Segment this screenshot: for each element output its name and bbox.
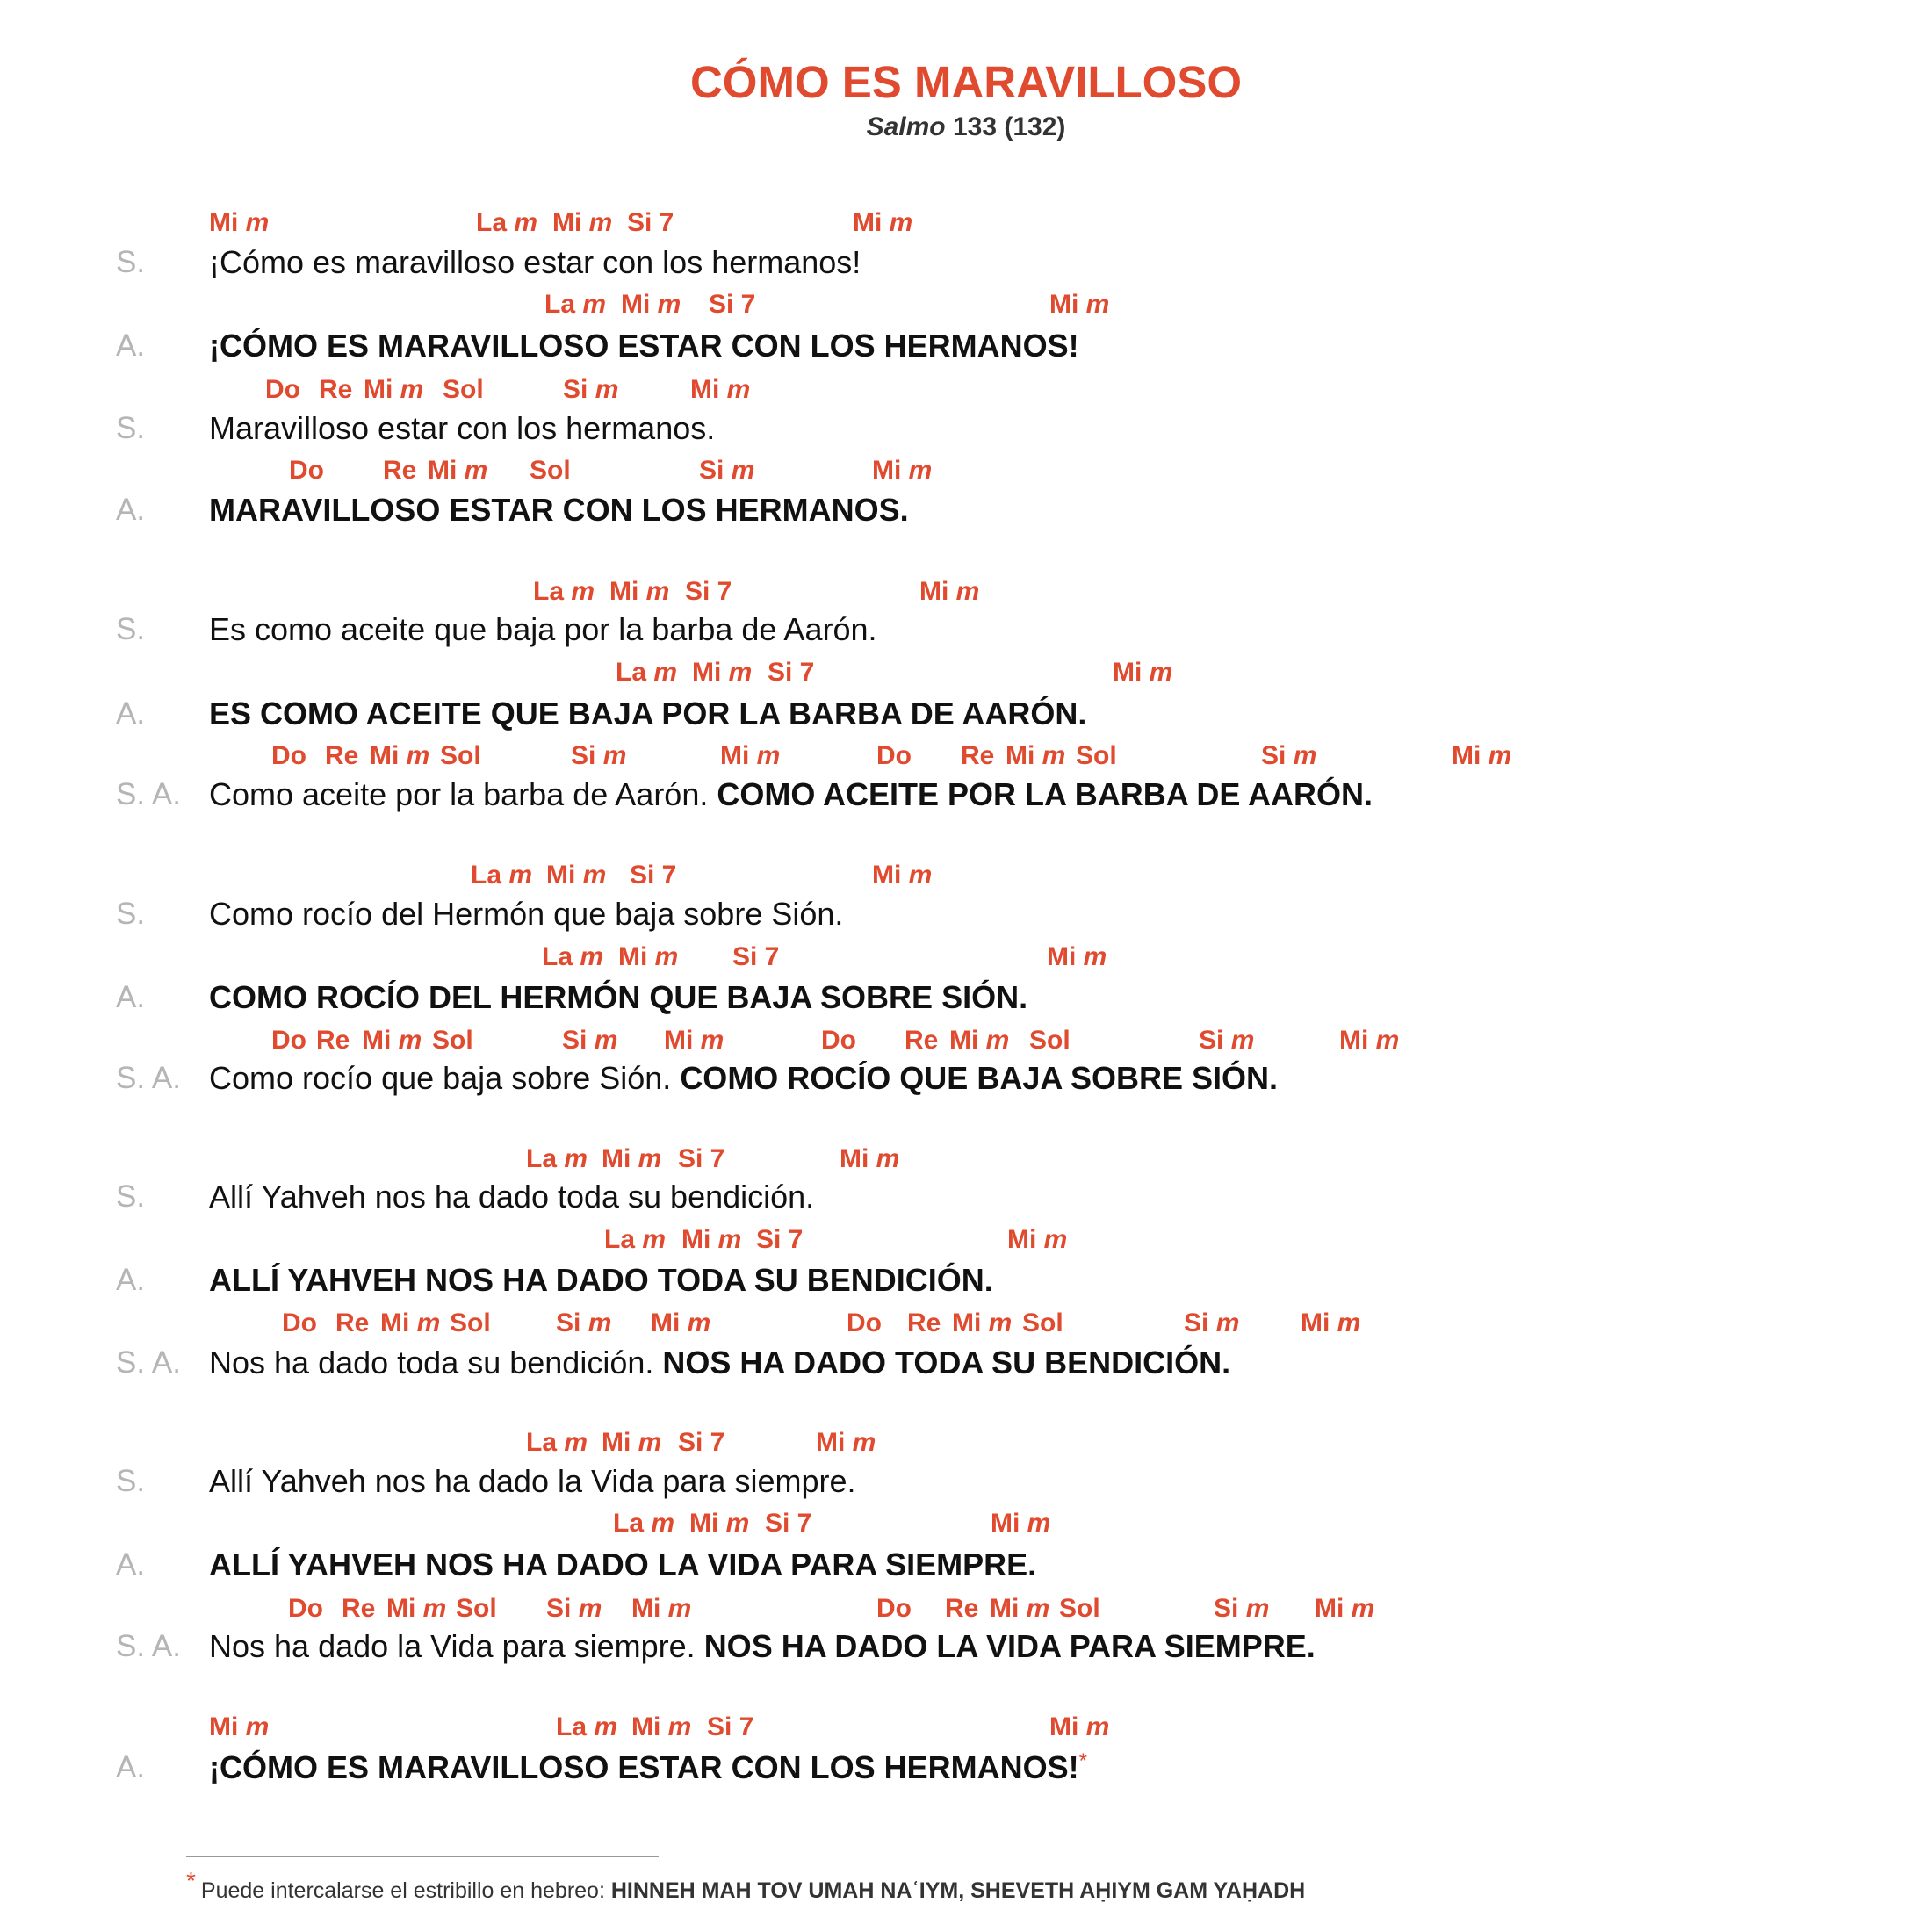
chord: Si 7 bbox=[678, 1144, 725, 1173]
soloist-text: Como rocío que baja sobre Sión. bbox=[209, 1060, 681, 1096]
chord: Mi m bbox=[209, 1712, 270, 1741]
chord: Re bbox=[335, 1308, 370, 1337]
chord: Re bbox=[961, 741, 995, 770]
assembly-text: COMO ROCÍO QUE BAJA SOBRE SIÓN. bbox=[680, 1060, 1279, 1096]
chord: Mi m bbox=[631, 1594, 692, 1623]
song-subtitle bbox=[0, 112, 1932, 142]
chord: La m bbox=[604, 1225, 667, 1254]
chord: Mi m bbox=[991, 1509, 1051, 1538]
chord: Mi m bbox=[621, 290, 681, 319]
chord: Do bbox=[271, 741, 306, 770]
chord: Do bbox=[271, 1026, 306, 1055]
chord: Mi m bbox=[428, 456, 488, 485]
voice-label: A. bbox=[116, 1263, 146, 1297]
chord: Mi m bbox=[664, 1026, 724, 1055]
chord: Mi m bbox=[631, 1712, 692, 1741]
chord: Do bbox=[289, 456, 324, 485]
chord: Mi m bbox=[602, 1428, 662, 1457]
chord: Mi m bbox=[651, 1308, 711, 1337]
chord: Mi m bbox=[840, 1144, 900, 1173]
chord: Si m bbox=[571, 741, 627, 770]
lyric-line bbox=[209, 410, 715, 447]
chord: Do bbox=[265, 375, 300, 404]
chord: Do bbox=[821, 1026, 856, 1055]
chord: Re bbox=[316, 1026, 350, 1055]
chord: Sol bbox=[456, 1594, 497, 1623]
soloist-text: Nos ha dado la Vida para siempre. bbox=[209, 1628, 704, 1664]
footnote-marker: * bbox=[186, 1867, 196, 1894]
voice-label: S. bbox=[116, 411, 146, 445]
chord: Sol bbox=[450, 1308, 491, 1337]
chord: La m bbox=[544, 290, 607, 319]
footnote-text: Puede intercalarse el estribillo en hebreo: bbox=[200, 1878, 611, 1903]
chord: Si m bbox=[1214, 1594, 1270, 1623]
chord: Re bbox=[319, 375, 353, 404]
chord: Mi m bbox=[609, 577, 670, 606]
chord: La m bbox=[556, 1712, 618, 1741]
assembly-text: COMO ACEITE POR LA BARBA DE AARÓN. bbox=[717, 776, 1373, 812]
chord: Mi m bbox=[552, 208, 613, 237]
chord: Mi m bbox=[1315, 1594, 1375, 1623]
chord: Si m bbox=[546, 1594, 602, 1623]
chord: Mi m bbox=[1007, 1225, 1068, 1254]
chord: La m bbox=[476, 208, 538, 237]
soloist-text: Como aceite por la barba de Aarón. bbox=[209, 776, 717, 812]
chord: Mi m bbox=[949, 1026, 1010, 1055]
chord: Mi m bbox=[1301, 1308, 1361, 1337]
assembly-text: ¡CÓMO ES MARAVILLOSO ESTAR CON LOS HERMANOS! bbox=[209, 328, 1079, 364]
lyric-line bbox=[209, 1179, 814, 1215]
lyric-line bbox=[209, 492, 909, 529]
soloist-text: Es como aceite que baja por la barba de Aarón. bbox=[209, 611, 877, 647]
chord: Si m bbox=[1184, 1308, 1240, 1337]
song-title: CÓMO ES MARAVILLOSO bbox=[689, 57, 1243, 107]
lyric-line bbox=[209, 1060, 1278, 1097]
lyric-line bbox=[209, 1749, 1087, 1786]
chord: Do bbox=[847, 1308, 882, 1337]
chord: Re bbox=[342, 1594, 376, 1623]
voice-label: A. bbox=[116, 1750, 146, 1784]
chord: Si m bbox=[562, 1026, 618, 1055]
chord: La m bbox=[526, 1428, 588, 1457]
chord: Mi m bbox=[1339, 1026, 1400, 1055]
chord: Re bbox=[945, 1594, 979, 1623]
chord: Mi m bbox=[1452, 741, 1512, 770]
chord: Mi m bbox=[816, 1428, 876, 1457]
lyric-line bbox=[209, 776, 1373, 813]
soloist-text: ¡Cómo es maravilloso estar con los hermanos! bbox=[209, 244, 861, 280]
assembly-text: NOS HA DADO TODA SU BENDICIÓN. bbox=[662, 1344, 1231, 1381]
chord: Do bbox=[876, 1594, 912, 1623]
chord: Sol bbox=[1076, 741, 1117, 770]
footnote bbox=[186, 1867, 1306, 1904]
voice-label: S. bbox=[116, 612, 146, 646]
chord: Mi m bbox=[362, 1026, 422, 1055]
chord: La m bbox=[542, 942, 604, 971]
lyric-line bbox=[209, 696, 1086, 732]
chord: Mi m bbox=[1113, 658, 1173, 687]
chord: Mi m bbox=[1049, 1712, 1110, 1741]
lyric-line bbox=[209, 244, 861, 281]
chord: Si m bbox=[699, 456, 755, 485]
chord: Si 7 bbox=[768, 658, 815, 687]
chord: Si 7 bbox=[732, 942, 780, 971]
chord: Sol bbox=[530, 456, 571, 485]
footnote-divider bbox=[186, 1856, 659, 1857]
chord: Mi m bbox=[853, 208, 913, 237]
chord: Mi m bbox=[692, 658, 753, 687]
chord: Re bbox=[383, 456, 417, 485]
soloist-text: Allí Yahveh nos ha dado toda su bendición. bbox=[209, 1179, 815, 1215]
soloist-text: Nos ha dado toda su bendición. bbox=[209, 1344, 663, 1381]
footnote-hebrew: HINNEH MAH TOV UMAH NAʿIYM, SHEVETH AḤIYM GAM YAḤADH bbox=[610, 1878, 1306, 1903]
lyric-line bbox=[209, 1262, 993, 1299]
voice-label: S. A. bbox=[116, 1629, 181, 1663]
subtitle-psalm: Salmo bbox=[866, 112, 946, 141]
chord: Do bbox=[288, 1594, 323, 1623]
chord: Sol bbox=[1029, 1026, 1071, 1055]
chord: Do bbox=[876, 741, 912, 770]
chord: La m bbox=[526, 1144, 588, 1173]
lyric-line bbox=[209, 1463, 856, 1500]
voice-label: A. bbox=[116, 980, 146, 1014]
chord: Re bbox=[907, 1308, 941, 1337]
chord: La m bbox=[471, 861, 533, 890]
lyric-line bbox=[209, 1344, 1230, 1381]
chord: La m bbox=[616, 658, 678, 687]
chord: Sol bbox=[432, 1026, 473, 1055]
chord: Mi m bbox=[690, 375, 751, 404]
voice-label: S. bbox=[116, 897, 146, 931]
chord: Mi m bbox=[364, 375, 424, 404]
voice-label: A. bbox=[116, 328, 146, 363]
assembly-text: ALLÍ YAHVEH NOS HA DADO LA VIDA PARA SIEMPRE. bbox=[209, 1546, 1037, 1582]
chord: Sol bbox=[1022, 1308, 1063, 1337]
chord: Mi m bbox=[990, 1594, 1050, 1623]
voice-label: S. A. bbox=[116, 1345, 181, 1380]
chord: Si 7 bbox=[709, 290, 756, 319]
chord: Si 7 bbox=[678, 1428, 725, 1457]
lyric-line bbox=[209, 1628, 1316, 1665]
chord: Mi m bbox=[1049, 290, 1110, 319]
chord: Si m bbox=[1261, 741, 1317, 770]
voice-label: A. bbox=[116, 1547, 146, 1582]
chord: Mi m bbox=[1006, 741, 1066, 770]
lyric-line bbox=[209, 611, 877, 648]
chord: Mi m bbox=[720, 741, 781, 770]
chord: Si 7 bbox=[685, 577, 732, 606]
chord: Mi m bbox=[386, 1594, 447, 1623]
chord: La m bbox=[613, 1509, 675, 1538]
chord: Si 7 bbox=[630, 861, 677, 890]
lyric-line bbox=[209, 1546, 1036, 1583]
assembly-text: ALLÍ YAHVEH NOS HA DADO TODA SU BENDICIÓN. bbox=[209, 1262, 993, 1298]
assembly-text: NOS HA DADO LA VIDA PARA SIEMPRE. bbox=[703, 1628, 1316, 1664]
chord: Mi m bbox=[602, 1144, 662, 1173]
chord: Sol bbox=[440, 741, 481, 770]
lyric-line bbox=[209, 896, 843, 933]
assembly-text: COMO ROCÍO DEL HERMÓN QUE BAJA SOBRE SIÓN. bbox=[209, 979, 1028, 1015]
voice-label: S. bbox=[116, 245, 146, 279]
chord: Si 7 bbox=[765, 1509, 812, 1538]
voice-label: A. bbox=[116, 696, 146, 731]
chord: Si 7 bbox=[707, 1712, 754, 1741]
chord: Re bbox=[325, 741, 359, 770]
chord: Sol bbox=[443, 375, 484, 404]
voice-label: S. A. bbox=[116, 777, 181, 811]
voice-label: S. A. bbox=[116, 1061, 181, 1095]
subtitle-number: 133 (132) bbox=[945, 112, 1066, 141]
chord: Si m bbox=[563, 375, 619, 404]
chord: Mi m bbox=[209, 208, 270, 237]
chord: Si 7 bbox=[627, 208, 674, 237]
voice-label: S. bbox=[116, 1179, 146, 1214]
lyric-line bbox=[209, 979, 1027, 1016]
chord: Si 7 bbox=[756, 1225, 804, 1254]
chord: Do bbox=[282, 1308, 317, 1337]
chord: Mi m bbox=[952, 1308, 1013, 1337]
lyric-line bbox=[209, 328, 1079, 364]
footnote-asterisk: * bbox=[1078, 1749, 1088, 1773]
soloist-text: Como rocío del Hermón que baja sobre Sión. bbox=[209, 896, 844, 932]
assembly-text: ES COMO ACEITE QUE BAJA POR LA BARBA DE AARÓN. bbox=[209, 696, 1087, 732]
chord: Si m bbox=[556, 1308, 612, 1337]
chord: Mi m bbox=[618, 942, 679, 971]
chord: Mi m bbox=[1047, 942, 1107, 971]
chord: Mi m bbox=[546, 861, 607, 890]
soloist-text: Allí Yahveh nos ha dado la Vida para siempre. bbox=[209, 1463, 856, 1499]
voice-label: A. bbox=[116, 493, 146, 527]
assembly-text: ¡CÓMO ES MARAVILLOSO ESTAR CON LOS HERMANOS! bbox=[209, 1749, 1079, 1785]
assembly-text: MARAVILLOSO ESTAR CON LOS HERMANOS. bbox=[209, 492, 909, 528]
chord: Mi m bbox=[919, 577, 980, 606]
chord: Mi m bbox=[689, 1509, 750, 1538]
chord: Mi m bbox=[370, 741, 430, 770]
soloist-text: Maravilloso estar con los hermanos. bbox=[209, 410, 716, 446]
chord: Sol bbox=[1059, 1594, 1100, 1623]
voice-label: S. bbox=[116, 1464, 146, 1498]
chord: Re bbox=[905, 1026, 939, 1055]
chord: La m bbox=[533, 577, 595, 606]
chord: Si m bbox=[1199, 1026, 1255, 1055]
chord: Mi m bbox=[380, 1308, 441, 1337]
chord: Mi m bbox=[872, 456, 933, 485]
chord: Mi m bbox=[681, 1225, 742, 1254]
chord: Mi m bbox=[872, 861, 933, 890]
